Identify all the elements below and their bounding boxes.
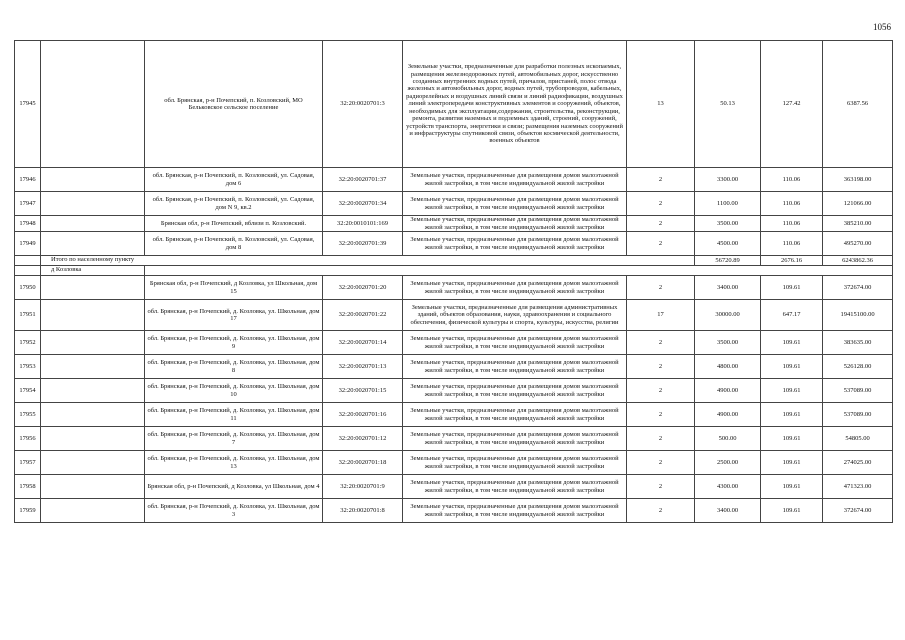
cadastral-value-table [14, 40, 893, 523]
address-cell: Брянская обл, р-н Почепский, д Козловка, ул Школьная, дом 15 [145, 276, 323, 300]
cadastral-number-cell: 32:20:0020701:3 [323, 41, 403, 168]
area-cell: 4800.00 [695, 355, 761, 379]
table-row [15, 331, 893, 355]
row-number: 17957 [15, 451, 41, 475]
address-cell: обл. Брянская, р-н Почепский, п. Козловский, ул. Садовая, дом N 9, кв.2 [145, 192, 323, 216]
land-category-cell: Земельные участки, предназначенные для размещения домов малоэтажной жилой застройки, в том числе индивидуальной жилой застройки [403, 216, 627, 232]
blank-cell [41, 499, 145, 523]
address-cell: обл. Брянская, р-н Почепский, д. Козловка, ул. Школьная, дом 3 [145, 499, 323, 523]
land-category-cell: Земельные участки, предназначенные для разработки полезных ископаемых, размещения железнодорожных путей, автомобильных дорог, искусственно созданных внутренних водных путей, причалов, пристаней, полос отвода железных и автомобильных дорог, водных путей, трубопроводов, кабельных, радиорелейных и воздушных линий связи и линий радиофикации, воздушных линий электропередачи конструктивных элементов и сооружений, объектов, необходимых для эксплуатации,содержания, строительства, реконструкции, ремонта, развития наземных и подземных зданий, строений, сооружений, устройств транспорта, энергетики и связи; размещения наземных сооружений и инфраструктуры спутниковой связи, объектов космической деятельности, военных объектов [403, 41, 627, 168]
rate-cell: 110.06 [761, 216, 823, 232]
table-row [15, 168, 893, 192]
area-cell: 4900.00 [695, 379, 761, 403]
cadastral-number-cell: 32:20:0020701:22 [323, 300, 403, 331]
row-number: 17954 [15, 379, 41, 403]
cadastral-number-cell: 32:20:0020701:20 [323, 276, 403, 300]
blank-cell [41, 216, 145, 232]
settlement-heading-row [15, 266, 893, 276]
land-category-cell: Земельные участки, предназначенные для размещения домов малоэтажной жилой застройки, в том числе индивидуальной жилой застройки [403, 475, 627, 499]
cadastral-value-cell: 495270.00 [823, 232, 893, 256]
area-cell: 1100.00 [695, 192, 761, 216]
row-number: 17958 [15, 475, 41, 499]
row-number: 17955 [15, 403, 41, 427]
rate-cell: 109.61 [761, 475, 823, 499]
table-row [15, 379, 893, 403]
cadastral-value-cell: 19415100.00 [823, 300, 893, 331]
group-cell: 2 [627, 403, 695, 427]
rate-cell: 109.61 [761, 427, 823, 451]
land-category-cell: Земельные участки, предназначенные для размещения домов малоэтажной жилой застройки, в том числе индивидуальной жилой застройки [403, 451, 627, 475]
group-cell: 2 [627, 379, 695, 403]
row-number: 17951 [15, 300, 41, 331]
address-cell: Брянская обл, р-н Почепский, вблизи п. Козловский. [145, 216, 323, 232]
address-cell: обл. Брянская, р-н Почепский, д. Козловка, ул. Школьная, дом 8 [145, 355, 323, 379]
total-label: Итого по населенному пункту [41, 256, 695, 266]
rate-cell: 109.61 [761, 355, 823, 379]
group-cell: 2 [627, 276, 695, 300]
table-row [15, 403, 893, 427]
total-rate: 2676.16 [761, 256, 823, 266]
cadastral-value-cell: 363198.00 [823, 168, 893, 192]
table-row [15, 451, 893, 475]
rate-cell: 109.61 [761, 403, 823, 427]
cadastral-number-cell: 32:20:0020701:37 [323, 168, 403, 192]
group-cell: 2 [627, 192, 695, 216]
settlement-total-row [15, 256, 893, 266]
area-cell: 3500.00 [695, 331, 761, 355]
blank-cell [41, 475, 145, 499]
row-number: 17950 [15, 276, 41, 300]
cadastral-value-cell: 526128.00 [823, 355, 893, 379]
address-cell: обл. Брянская, р-н Почепский, п. Козловский, ул. Садовая, дом 8 [145, 232, 323, 256]
row-number: 17959 [15, 499, 41, 523]
address-cell: обл. Брянская, р-н Почепский, д. Козловка, ул. Школьная, дом 7 [145, 427, 323, 451]
group-cell: 2 [627, 355, 695, 379]
cadastral-value-cell: 383635.00 [823, 331, 893, 355]
address-cell: обл. Брянская, р-н Почепский, д. Козловка, ул. Школьная, дом 13 [145, 451, 323, 475]
group-cell: 17 [627, 300, 695, 331]
rate-cell: 110.06 [761, 192, 823, 216]
table-row [15, 276, 893, 300]
cadastral-number-cell: 32:20:0020701:12 [323, 427, 403, 451]
blank-cell [41, 451, 145, 475]
row-number: 17953 [15, 355, 41, 379]
area-cell: 2500.00 [695, 451, 761, 475]
table-row [15, 499, 893, 523]
blank-cell [15, 266, 41, 276]
address-cell: обл. Брянская, р-н Почепский, д. Козловка, ул. Школьная, дом 9 [145, 331, 323, 355]
total-value: 6243862.36 [823, 256, 893, 266]
cadastral-number-cell: 32:20:0020701:8 [323, 499, 403, 523]
blank-cell [41, 41, 145, 168]
blank-cell [41, 427, 145, 451]
rate-cell: 109.61 [761, 499, 823, 523]
blank-cell [145, 266, 893, 276]
rate-cell: 647.17 [761, 300, 823, 331]
group-cell: 2 [627, 499, 695, 523]
cadastral-number-cell: 32:20:0020701:9 [323, 475, 403, 499]
cadastral-value-cell: 385210.00 [823, 216, 893, 232]
row-number: 17946 [15, 168, 41, 192]
land-category-cell: Земельные участки, предназначенные для размещения домов малоэтажной жилой застройки, в том числе индивидуальной жилой застройки [403, 276, 627, 300]
area-cell: 3400.00 [695, 276, 761, 300]
land-category-cell: Земельные участки, предназначенные для размещения домов малоэтажной жилой застройки, в том числе индивидуальной жилой застройки [403, 355, 627, 379]
rate-cell: 127.42 [761, 41, 823, 168]
land-category-cell: Земельные участки, предназначенные для размещения административных зданий, объектов образования, науки, здравоохранения и социального обеспечения, физической культуры и спорта, культуры, искусства, религии [403, 300, 627, 331]
cadastral-value-cell: 372674.00 [823, 499, 893, 523]
blank-cell [41, 276, 145, 300]
page-number: 1056 [873, 22, 891, 32]
table-body [15, 41, 893, 523]
group-cell: 2 [627, 232, 695, 256]
area-cell: 3400.00 [695, 499, 761, 523]
group-cell: 2 [627, 475, 695, 499]
group-cell: 2 [627, 427, 695, 451]
blank-cell [41, 403, 145, 427]
group-cell: 2 [627, 168, 695, 192]
row-number: 17948 [15, 216, 41, 232]
row-number: 17949 [15, 232, 41, 256]
address-cell: обл. Брянская, р-н Почепский, д. Козловка, ул. Школьная, дом 11 [145, 403, 323, 427]
area-cell: 500.00 [695, 427, 761, 451]
area-cell: 4500.00 [695, 232, 761, 256]
cadastral-value-cell: 537089.00 [823, 403, 893, 427]
rate-cell: 109.61 [761, 451, 823, 475]
table-row [15, 192, 893, 216]
group-cell: 2 [627, 331, 695, 355]
land-category-cell: Земельные участки, предназначенные для размещения домов малоэтажной жилой застройки, в том числе индивидуальной жилой застройки [403, 331, 627, 355]
cadastral-number-cell: 32:20:0010101:169 [323, 216, 403, 232]
land-category-cell: Земельные участки, предназначенные для размещения домов малоэтажной жилой застройки, в том числе индивидуальной жилой застройки [403, 168, 627, 192]
cadastral-number-cell: 32:20:0020701:16 [323, 403, 403, 427]
address-cell: Брянская обл, р-н Почепский, д Козловка, ул Школьная, дом 4 [145, 475, 323, 499]
blank-cell [41, 355, 145, 379]
address-cell: обл. Брянская, р-н Почепский, п. Козловский, ул. Садовая, дом 6 [145, 168, 323, 192]
blank-cell [41, 331, 145, 355]
cadastral-value-cell: 274025.00 [823, 451, 893, 475]
table-row [15, 300, 893, 331]
rate-cell: 109.61 [761, 276, 823, 300]
land-category-cell: Земельные участки, предназначенные для размещения домов малоэтажной жилой застройки, в том числе индивидуальной жилой застройки [403, 499, 627, 523]
rate-cell: 110.06 [761, 168, 823, 192]
cadastral-value-cell: 121066.00 [823, 192, 893, 216]
area-cell: 3300.00 [695, 168, 761, 192]
cadastral-number-cell: 32:20:0020701:39 [323, 232, 403, 256]
land-category-cell: Земельные участки, предназначенные для размещения домов малоэтажной жилой застройки, в том числе индивидуальной жилой застройки [403, 379, 627, 403]
blank-cell [15, 256, 41, 266]
row-number: 17952 [15, 331, 41, 355]
cadastral-number-cell: 32:20:0020701:14 [323, 331, 403, 355]
cadastral-value-cell: 54805.00 [823, 427, 893, 451]
area-cell: 4300.00 [695, 475, 761, 499]
cadastral-value-cell: 372674.00 [823, 276, 893, 300]
row-number: 17947 [15, 192, 41, 216]
table-row [15, 355, 893, 379]
group-cell: 2 [627, 451, 695, 475]
land-category-cell: Земельные участки, предназначенные для размещения домов малоэтажной жилой застройки, в том числе индивидуальной жилой застройки [403, 192, 627, 216]
rate-cell: 109.61 [761, 379, 823, 403]
cadastral-number-cell: 32:20:0020701:18 [323, 451, 403, 475]
cadastral-value-cell: 471323.00 [823, 475, 893, 499]
group-cell: 13 [627, 41, 695, 168]
blank-cell [41, 168, 145, 192]
land-category-cell: Земельные участки, предназначенные для размещения домов малоэтажной жилой застройки, в том числе индивидуальной жилой застройки [403, 232, 627, 256]
land-category-cell: Земельные участки, предназначенные для размещения домов малоэтажной жилой застройки, в том числе индивидуальной жилой застройки [403, 403, 627, 427]
cadastral-value-cell: 537089.00 [823, 379, 893, 403]
cadastral-number-cell: 32:20:0020701:15 [323, 379, 403, 403]
row-number: 17956 [15, 427, 41, 451]
cadastral-number-cell: 32:20:0020701:13 [323, 355, 403, 379]
total-area: 56720.89 [695, 256, 761, 266]
settlement-name: д Козловка [41, 266, 145, 276]
land-category-cell: Земельные участки, предназначенные для размещения домов малоэтажной жилой застройки, в том числе индивидуальной жилой застройки [403, 427, 627, 451]
address-cell: обл. Брянская, р-н Почепский, д. Козловка, ул. Школьная, дом 10 [145, 379, 323, 403]
table-row [15, 216, 893, 232]
table-row [15, 427, 893, 451]
area-cell: 4900.00 [695, 403, 761, 427]
area-cell: 50.13 [695, 41, 761, 168]
address-cell: обл. Брянская, р-н Почепский, п. Козловский, МО Бельковское сельское поселение [145, 41, 323, 168]
cadastral-number-cell: 32:20:0020701:34 [323, 192, 403, 216]
row-number: 17945 [15, 41, 41, 168]
blank-cell [41, 379, 145, 403]
area-cell: 3500.00 [695, 216, 761, 232]
blank-cell [41, 300, 145, 331]
table-row [15, 41, 893, 168]
area-cell: 30000.00 [695, 300, 761, 331]
table-row [15, 475, 893, 499]
blank-cell [41, 232, 145, 256]
rate-cell: 109.61 [761, 331, 823, 355]
address-cell: обл. Брянская, р-н Почепский, д. Козловка, ул. Школьная, дом 17 [145, 300, 323, 331]
cadastral-value-cell: 6387.56 [823, 41, 893, 168]
rate-cell: 110.06 [761, 232, 823, 256]
table-row [15, 232, 893, 256]
group-cell: 2 [627, 216, 695, 232]
blank-cell [41, 192, 145, 216]
